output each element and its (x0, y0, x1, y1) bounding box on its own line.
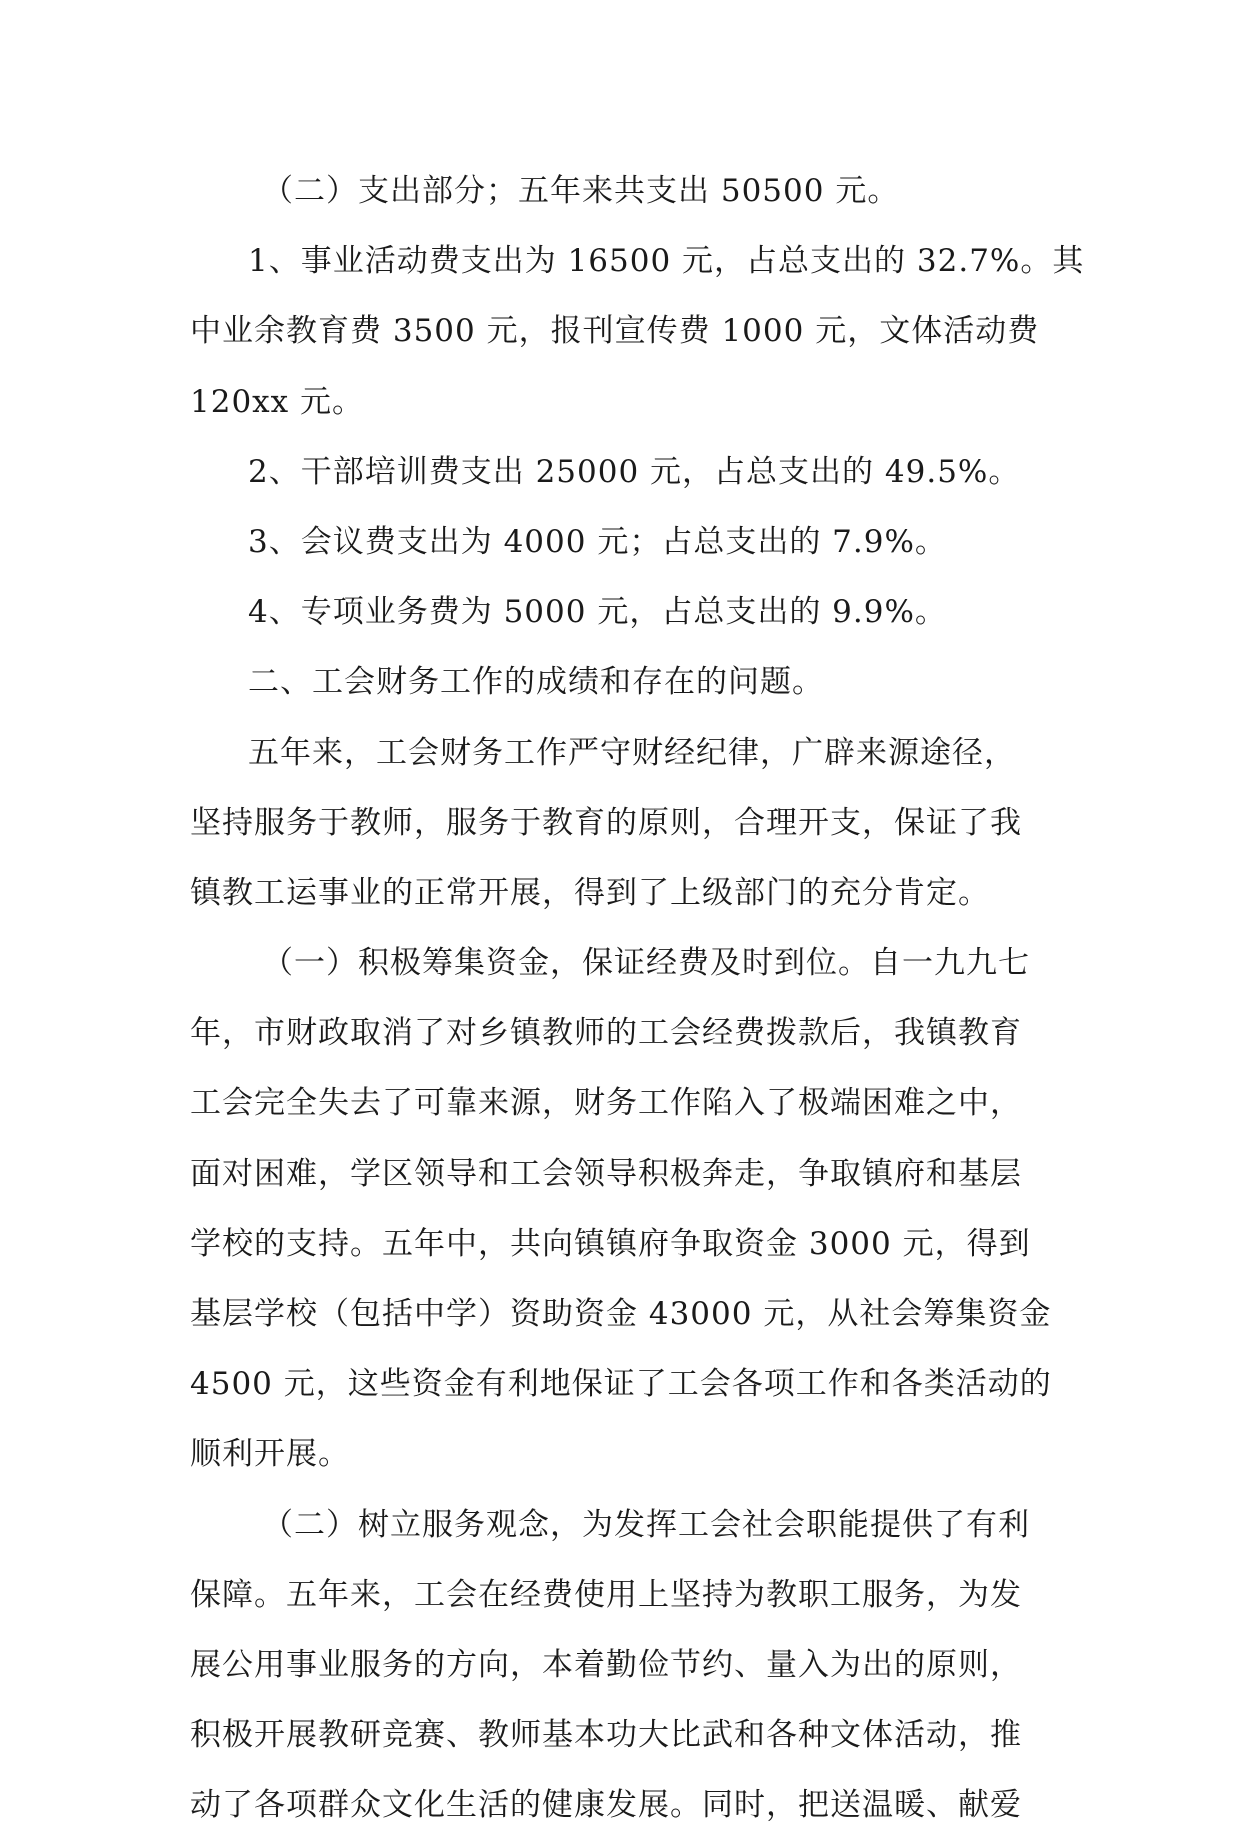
paragraph-line: 面对困难，学区领导和工会领导积极奔走，争取镇府和基层 (190, 1155, 1022, 1192)
paragraph-line: 动了各项群众文化生活的健康发展。同时，把送温暖、献爱 (190, 1787, 1022, 1824)
paragraph-line: 3、会议费支出为 4000 元；占总支出的 7.9%。 (248, 523, 947, 560)
paragraph-line: 五年来，工会财务工作严守财经纪律，广辟来源途径， (248, 734, 1016, 771)
paragraph-line: 基层学校（包括中学）资助资金 43000 元，从社会筹集资金 (190, 1296, 1052, 1332)
paragraph-line: 展公用事业服务的方向，本着勤俭节约、量入为出的原则， (190, 1646, 1022, 1683)
paragraph-line: 1、事业活动费支出为 16500 元，占总支出的 32.7%。其 (248, 243, 1085, 280)
paragraph-line: 2、干部培训费支出 25000 元，占总支出的 49.5%。 (248, 453, 1021, 490)
paragraph-line: 镇教工运事业的正常开展，得到了上级部门的充分肯定。 (190, 874, 990, 911)
paragraph-line: 中业余教育费 3500 元，报刊宣传费 1000 元，文体活动费 (190, 313, 1040, 350)
paragraph-line: 积极开展教研竞赛、教师基本功大比武和各种文体活动，推 (190, 1717, 1022, 1754)
paragraph-line: （二）支出部分；五年来共支出 50500 元。 (262, 173, 900, 209)
paragraph-line: 4500 元，这些资金有利地保证了工会各项工作和各类活动的 (190, 1366, 1052, 1403)
paragraph-line: 工会完全失去了可靠来源，财务工作陷入了极端困难之中， (190, 1085, 1022, 1122)
paragraph-line: 4、专项业务费为 5000 元，占总支出的 9.9%。 (248, 594, 947, 631)
paragraph-line: 坚持服务于教师，服务于教育的原则，合理开支，保证了我 (190, 804, 1022, 841)
paragraph-line: 年，市财政取消了对乡镇教师的工会经费拨款后，我镇教育 (190, 1015, 1022, 1052)
paragraph-line: （一）积极筹集资金，保证经费及时到位。自一九九七 (262, 945, 1030, 982)
paragraph-line: （二）树立服务观念，为发挥工会社会职能提供了有利 (262, 1506, 1030, 1543)
paragraph-line: 顺利开展。 (190, 1436, 350, 1473)
section-heading: 二、工会财务工作的成绩和存在的问题。 (248, 664, 824, 701)
paragraph-line: 120xx 元。 (190, 383, 364, 420)
paragraph-line: 学校的支持。五年中，共向镇镇府争取资金 3000 元，得到 (190, 1225, 1031, 1262)
paragraph-line: 保障。五年来，工会在经费使用上坚持为教职工服务，为发 (190, 1576, 1022, 1613)
document-body (190, 156, 1085, 1841)
